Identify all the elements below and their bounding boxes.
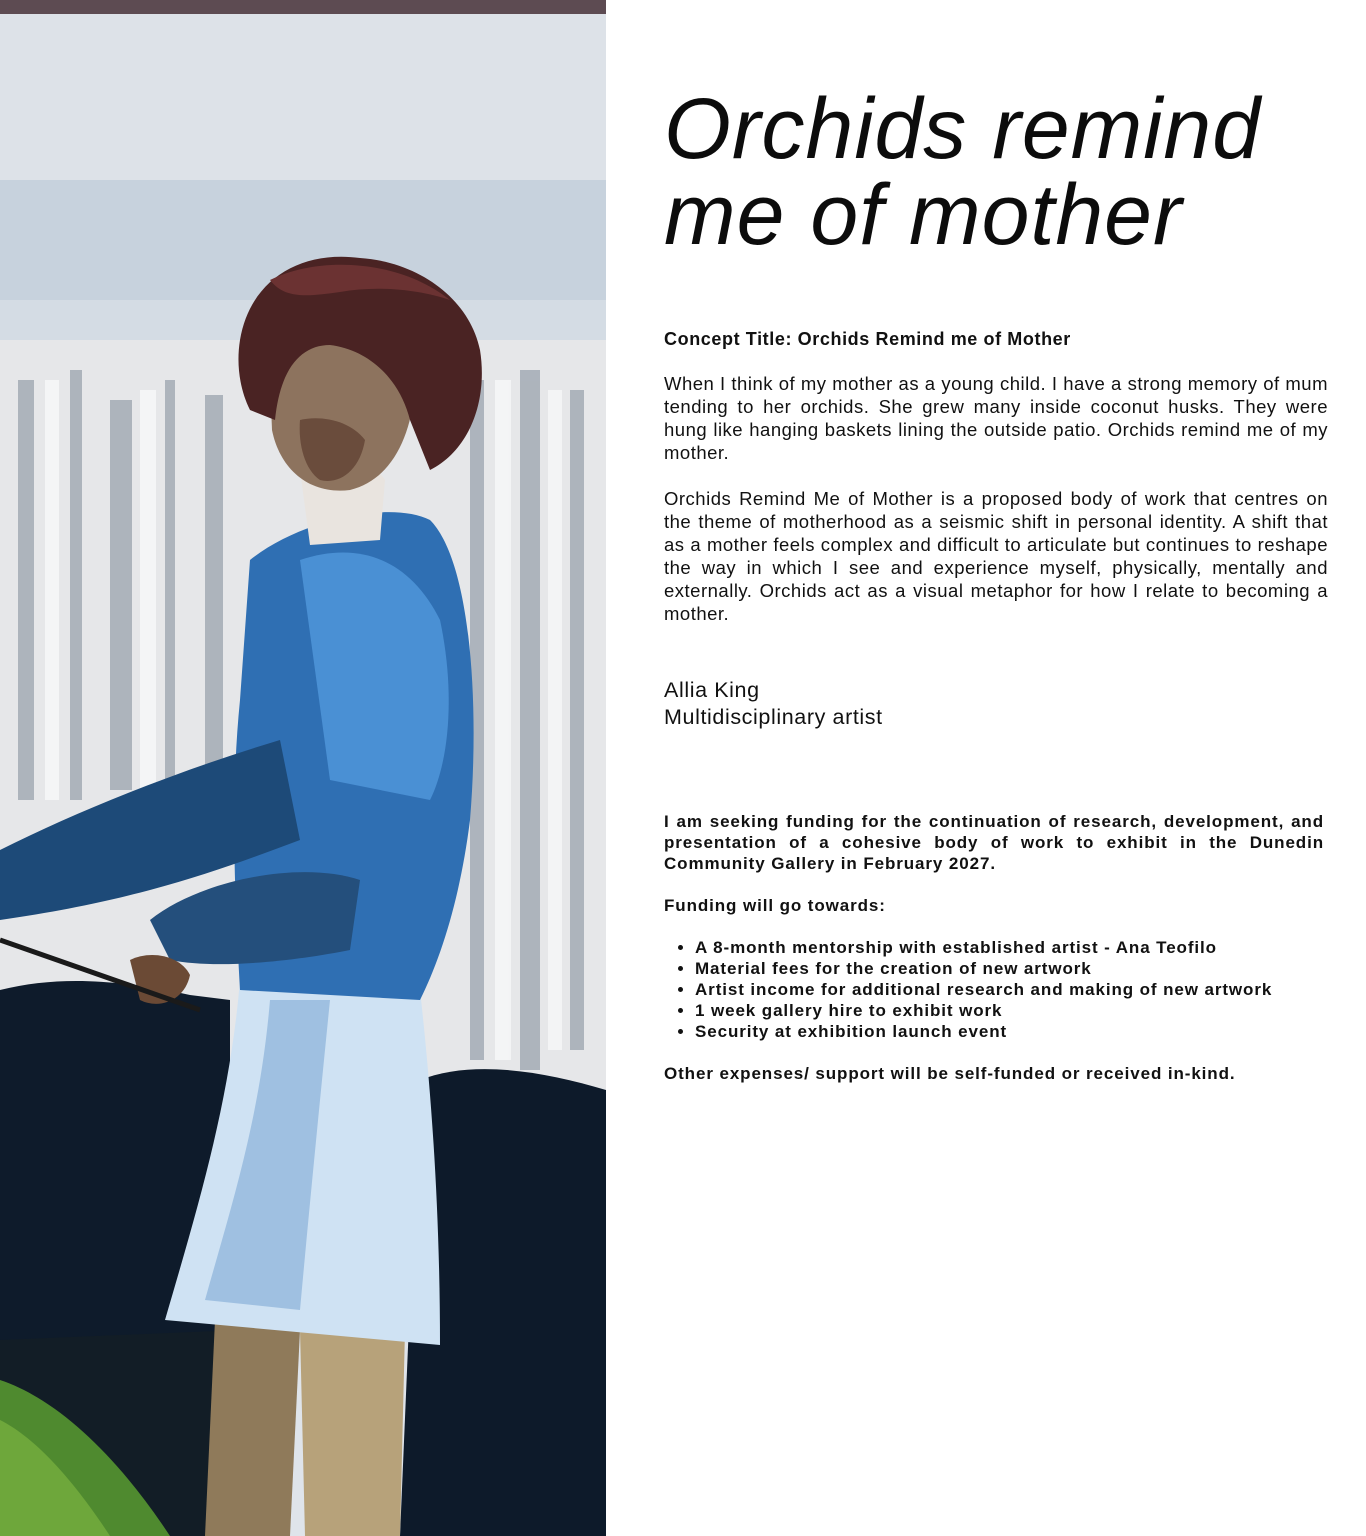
- funding-heading: Funding will go towards:: [664, 896, 886, 915]
- artist-block: [664, 677, 1328, 731]
- list-item: • Security at exhibition launch event: [695, 1021, 1324, 1042]
- funding-intro: I am seeking funding for the continuation of research, development, and presentation of a cohesive body of work to exhibit in the Dunedin Community Gallery in February 2027.: [664, 812, 1324, 873]
- concept-paragraph-1: When I think of my mother as a young child. I have a strong memory of mum tending to her orchids. She grew many inside coconut husks. They were hung like hanging baskets lining the outside patio. Orchids remind me of my mother.: [664, 373, 1328, 463]
- main-content: [664, 81, 1328, 1084]
- concept-paragraph-2: Orchids Remind Me of Mother is a proposed body of work that centres on the theme of motherhood as a seismic shift in personal identity. A shift that as a mother feels complex and difficult to articulate but continues to reshape the way in which I see and experience myself, physically, mentally and externally. Orchids act as a visual metaphor for how I relate to becoming a mother.: [664, 488, 1328, 624]
- artist-name: Allia King: [664, 678, 760, 702]
- funding-closing: Other expenses/ support will be self-funded or received in-kind.: [664, 1064, 1236, 1083]
- list-item: • 1 week gallery hire to exhibit work: [695, 1000, 1324, 1021]
- concept-title: Concept Title: Orchids Remind me of Mother: [664, 329, 1071, 349]
- page-title: Orchids remind me of mother: [664, 81, 1262, 263]
- list-item: • Material fees for the creation of new artwork: [695, 958, 1324, 979]
- list-item: • A 8-month mentorship with established artist - Ana Teofilo: [695, 937, 1324, 958]
- list-item: • Artist income for additional research and making of new artwork: [695, 979, 1324, 1000]
- funding-section: [664, 811, 1324, 1084]
- funding-list: [664, 937, 1324, 1042]
- painting-image: [0, 0, 606, 1536]
- artist-role: Multidisciplinary artist: [664, 705, 883, 729]
